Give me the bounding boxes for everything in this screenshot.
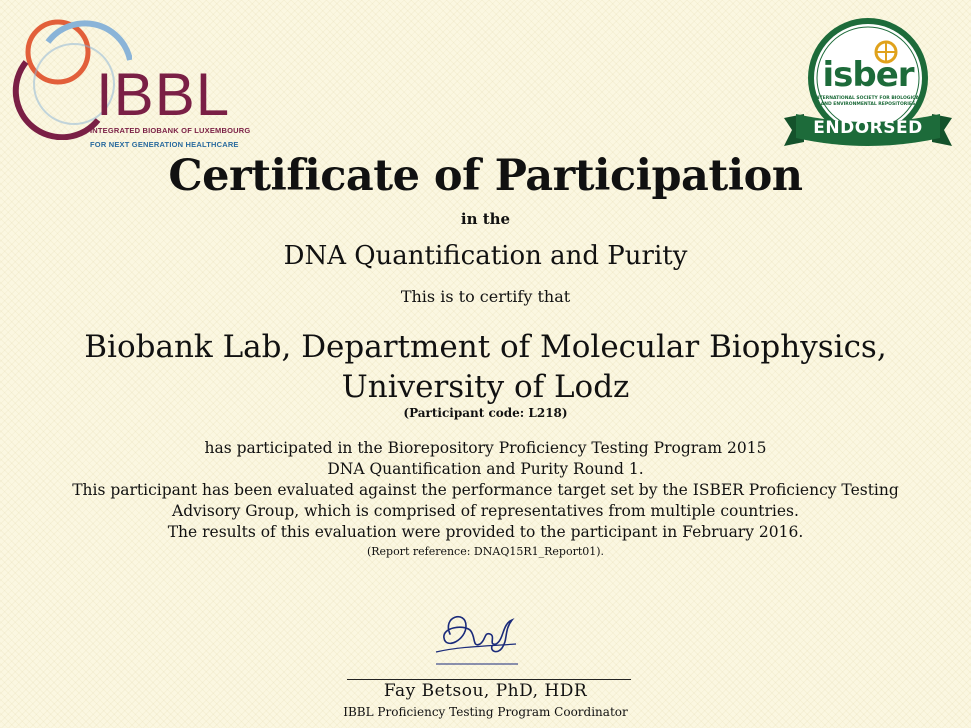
ibbl-tagline-secondary: FOR NEXT GENERATION HEALTHCARE bbox=[90, 140, 239, 149]
certify-intro: This is to certify that bbox=[400, 287, 571, 306]
body-line: has participated in the Biorepository Proficiency Testing Program 2015 bbox=[204, 439, 767, 457]
signature-line bbox=[347, 679, 631, 680]
isber-subtitle: INTERNATIONAL SOCIETY FOR BIOLOGICAL bbox=[814, 96, 922, 101]
isber-subtitle-secondary: AND ENVIRONMENTAL REPOSITORIES bbox=[820, 102, 916, 107]
ibbl-tagline: INTEGRATED BIOBANK OF LUXEMBOURG bbox=[90, 126, 251, 135]
program-name: DNA Quantification and Purity bbox=[283, 241, 688, 271]
participant-name: Biobank Lab, Department of Molecular Biophysics, University of Lodz bbox=[84, 329, 887, 405]
body-line: DNA Quantification and Purity Round 1. bbox=[327, 460, 644, 478]
ibbl-logo bbox=[12, 10, 251, 150]
signatory-role: IBBL Proficiency Testing Program Coordinator bbox=[343, 705, 628, 719]
in-the-text: in the bbox=[460, 210, 511, 228]
signature-icon bbox=[432, 606, 522, 668]
body-line: Advisory Group, which is comprised of representatives from multiple countries. bbox=[172, 502, 799, 520]
report-reference: (Report reference: DNAQ15R1_Report01). bbox=[366, 545, 605, 558]
ibbl-wordmark: IBBL bbox=[96, 61, 231, 128]
body-line: This participant has been evaluated against the performance target set by the ISBER Proficiency Testing bbox=[72, 481, 899, 499]
signatory-name: Fay Betsou, PhD, HDR bbox=[383, 681, 588, 701]
certificate-title: Certificate of Participation bbox=[168, 151, 803, 201]
endorsed-banner: ENDORSED bbox=[813, 118, 923, 138]
isber-endorsed-seal bbox=[782, 14, 954, 150]
body-line: The results of this evaluation were provided to the participant in February 2016. bbox=[167, 523, 804, 541]
isber-wordmark: isber bbox=[822, 55, 914, 95]
participant-code: (Participant code: L218) bbox=[403, 406, 568, 420]
